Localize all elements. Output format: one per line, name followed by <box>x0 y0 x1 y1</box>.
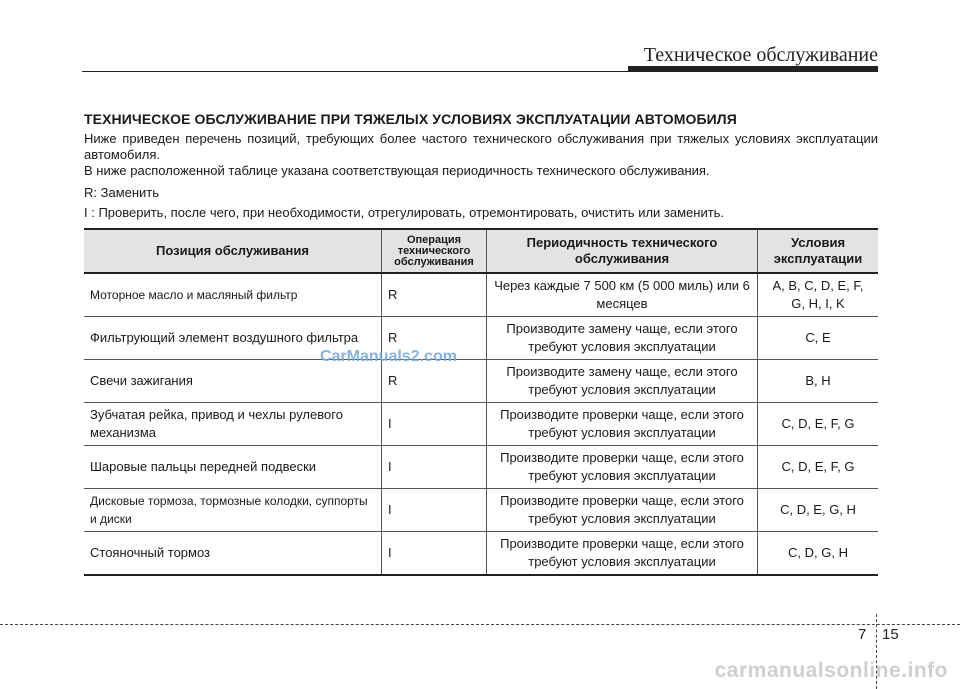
row-position: Фильтрующий элемент воздушного фильтра <box>84 317 382 360</box>
chapter-number: 7 <box>858 626 867 643</box>
row-operation: R <box>382 317 487 360</box>
carmanuals-watermark: CarManuals2.com <box>320 348 457 365</box>
row-conditions: C, D, E, G, H <box>758 489 879 532</box>
section-content <box>84 111 878 221</box>
row-operation: R <box>382 273 487 317</box>
table-header-row <box>84 229 878 273</box>
maintenance-table <box>84 228 878 576</box>
row-conditions: C, D, E, F, G <box>758 403 879 446</box>
table-row <box>84 273 878 317</box>
row-period: Через каждые 7 500 км (5 000 миль) или 6 месяцев <box>487 273 758 317</box>
intro-text-2: В ниже расположенной таблице указана соответствующая периодичность технического обслуживания. <box>84 163 710 178</box>
page-number: 15 <box>882 626 899 643</box>
row-operation: I <box>382 403 487 446</box>
row-period: Производите проверки чаще, если этого требуют условия эксплуатации <box>487 489 758 532</box>
table-row <box>84 489 878 532</box>
legend-inspect: I : Проверить, после чего, при необходимости, отрегулировать, отремонтировать, очистить или заменить. <box>84 205 725 220</box>
legend-replace: R: Заменить <box>84 185 160 200</box>
table-row <box>84 317 878 360</box>
table-row <box>84 446 878 489</box>
row-position: Шаровые пальцы передней подвески <box>84 446 382 489</box>
table-row <box>84 532 878 576</box>
header-operation: Операция технического обслуживания <box>382 229 487 273</box>
row-position: Стояночный тормоз <box>84 532 382 576</box>
header-rule <box>82 71 878 72</box>
row-period: Производите проверки чаще, если этого требуют условия эксплуатации <box>487 532 758 576</box>
row-position: Зубчатая рейка, привод и чехлы рулевого механизма <box>84 403 382 446</box>
row-period: Производите замену чаще, если этого требуют условия эксплуатации <box>487 317 758 360</box>
row-operation: I <box>382 446 487 489</box>
row-period: Производите проверки чаще, если этого требуют условия эксплуатации <box>487 446 758 489</box>
header-period: Периодичность технического обслуживания <box>487 229 758 273</box>
row-conditions: A, B, C, D, E, F, G, H, I, K <box>758 273 879 317</box>
site-watermark: carmanualsonline.info <box>714 659 948 682</box>
row-position: Моторное масло и масляный фильтр <box>84 273 382 317</box>
row-conditions: C, D, E, F, G <box>758 446 879 489</box>
row-conditions: C, E <box>758 317 879 360</box>
header-conditions: Условия эксплуатации <box>758 229 879 273</box>
page-header-title: Техническое обслуживание <box>643 44 878 66</box>
row-period: Производите проверки чаще, если этого требуют условия эксплуатации <box>487 403 758 446</box>
header-position: Позиция обслуживания <box>84 229 382 273</box>
row-conditions: B, H <box>758 360 879 403</box>
row-operation: I <box>382 489 487 532</box>
section-title: ТЕХНИЧЕСКОЕ ОБСЛУЖИВАНИЕ ПРИ ТЯЖЕЛЫХ УСЛОВИЯХ ЭКСПЛУАТАЦИИ АВТОМОБИЛЯ <box>84 111 737 127</box>
row-position: Свечи зажигания <box>84 360 382 403</box>
row-position: Дисковые тормоза, тормозные колодки, суппорты и диски <box>84 489 382 532</box>
table-row <box>84 403 878 446</box>
row-operation: I <box>382 532 487 576</box>
footer-dashed-rule <box>0 624 960 625</box>
table-row <box>84 360 878 403</box>
row-period: Производите замену чаще, если этого требуют условия эксплуатации <box>487 360 758 403</box>
intro-text: Ниже приведен перечень позиций, требующих более частого технического обслуживания при тяжелых условиях эксплуатации автомобиля. <box>84 131 878 162</box>
row-conditions: C, D, G, H <box>758 532 879 576</box>
row-operation: R <box>382 360 487 403</box>
